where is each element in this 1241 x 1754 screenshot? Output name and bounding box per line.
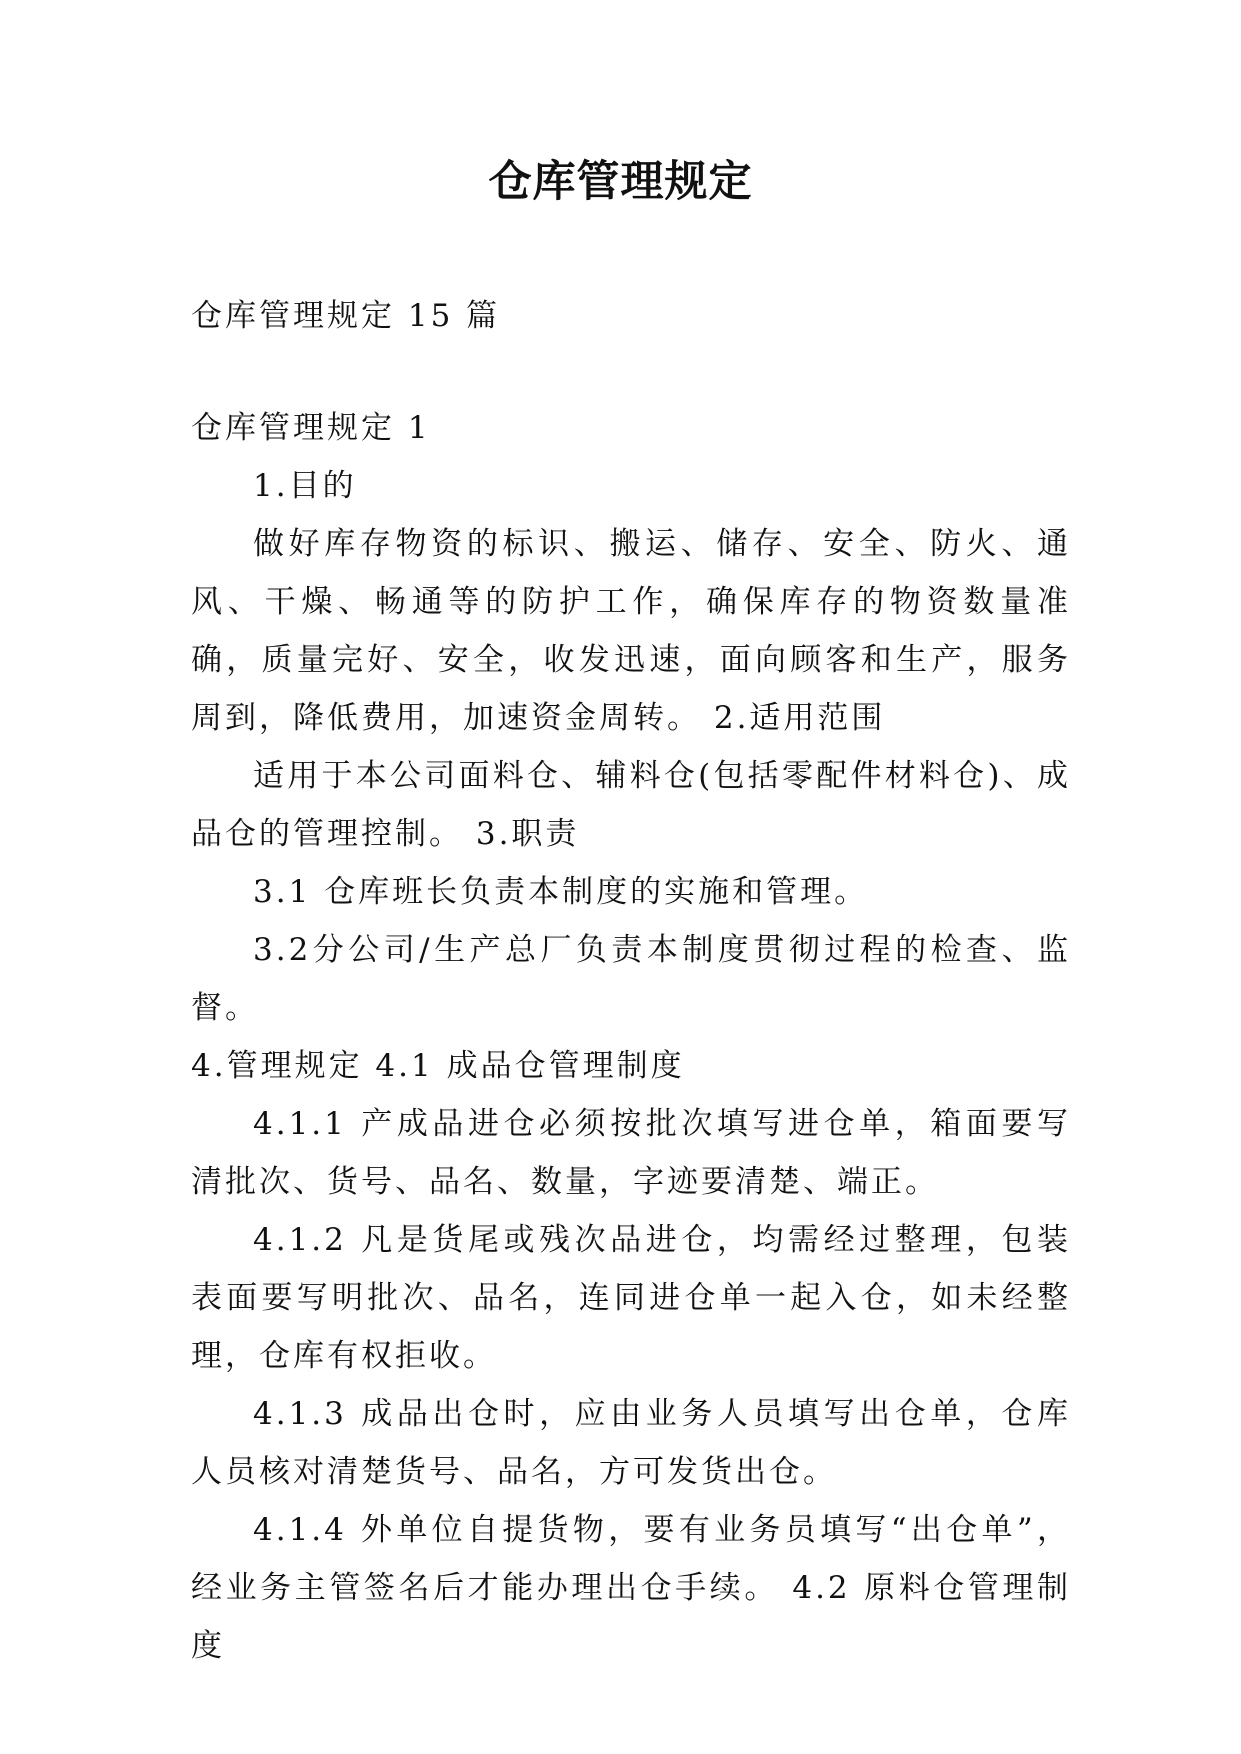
document-title: 仓库管理规定 bbox=[488, 157, 753, 207]
paragraph: 4.1.4 外单位自提货物，要有业务员填写“出仓单”，经业务主管签名后才能办理出仓手续。 4.2 原料仓管理制度 bbox=[191, 1512, 1071, 1664]
paragraph: 3.2分公司/生产总厂负责本制度贯彻过程的检查、监督。 bbox=[191, 932, 1071, 1026]
paragraph: 4.1.3 成品出仓时，应由业务人员填写出仓单，仓库人员核对清楚货号、品名，方可发货出仓。 bbox=[191, 1396, 1071, 1490]
paragraph: 3.1 仓库班长负责本制度的实施和管理。 bbox=[253, 874, 869, 910]
paragraph: 适用于本公司面料仓、辅料仓(包括零配件材料仓)、成品仓的管理控制。 3.职责 bbox=[191, 758, 1071, 852]
paragraph: 做好库存物资的标识、搬运、储存、安全、防火、通风、干燥、畅通等的防护工作，确保库存的物资数量准确，质量完好、安全，收发迅速，面向顾客和生产，服务周到，降低费用，加速资金周转。 2.适用范围 bbox=[191, 526, 1071, 736]
paragraph: 4.1.1 产成品进仓必须按批次填写进仓单，箱面要写清批次、货号、品名、数量，字迹要清楚、端正。 bbox=[191, 1106, 1071, 1200]
section-heading: 仓库管理规定 1 bbox=[191, 410, 431, 446]
paragraph: 4.1.2 凡是货尾或残次品进仓，均需经过整理，包装表面要写明批次、品名，连同进仓单一起入仓，如未经整理，仓库有权拒收。 bbox=[191, 1222, 1071, 1374]
paragraph: 4.管理规定 4.1 成品仓管理制度 bbox=[191, 1048, 685, 1084]
paragraph: 1.目的 bbox=[253, 468, 357, 504]
document-subtitle: 仓库管理规定 15 篇 bbox=[191, 298, 501, 334]
document-body bbox=[191, 399, 1071, 1675]
